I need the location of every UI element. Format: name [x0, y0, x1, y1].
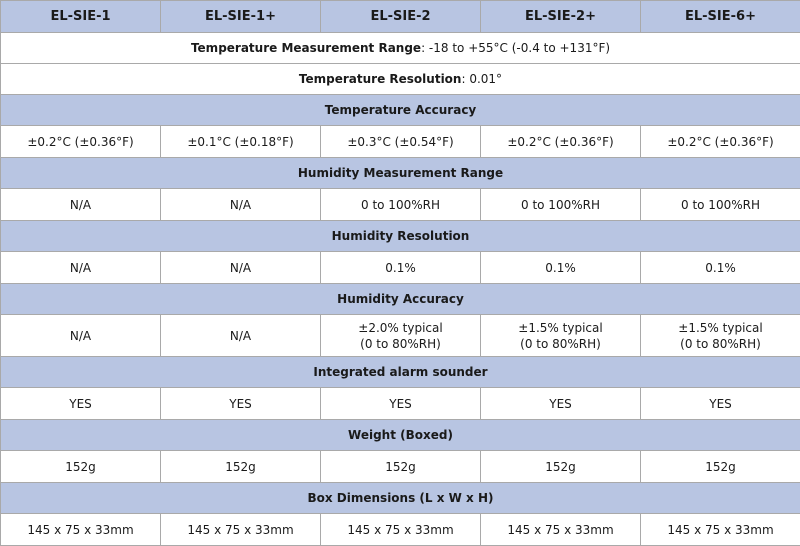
alarm-values — [1, 388, 800, 420]
value-cell: ±0.2°C (±0.36°F) — [641, 126, 800, 158]
value-cell: 0 to 100%RH — [641, 189, 800, 221]
section-title: Weight (Boxed) — [1, 420, 800, 451]
header-row — [1, 1, 800, 33]
value-cell: N/A — [1, 189, 161, 221]
value-cell: N/A — [161, 252, 321, 284]
temp-resolution-row — [1, 64, 800, 95]
value-cell — [481, 315, 641, 357]
value-line-1: N/A — [70, 329, 91, 343]
value-line-1: N/A — [230, 329, 251, 343]
value-cell: ±0.2°C (±0.36°F) — [481, 126, 641, 158]
value-cell: 152g — [321, 451, 481, 483]
temp-range-row — [1, 33, 800, 64]
header-el-sie-6-plus: EL-SIE-6+ — [641, 1, 800, 33]
section-humidity-accuracy — [1, 284, 800, 315]
value-cell: 145 x 75 x 33mm — [481, 514, 641, 546]
section-alarm — [1, 357, 800, 388]
value-cell: YES — [1, 388, 161, 420]
section-title: Temperature Accuracy — [1, 95, 800, 126]
value-cell: 145 x 75 x 33mm — [161, 514, 321, 546]
value-line-1: ±2.0% typical — [358, 321, 442, 335]
value-cell: 152g — [641, 451, 800, 483]
value-line-2: (0 to 80%RH) — [520, 337, 601, 351]
value-cell — [641, 315, 800, 357]
value-cell — [161, 315, 321, 357]
header-el-sie-1: EL-SIE-1 — [1, 1, 161, 33]
humidity-range-values — [1, 189, 800, 221]
value-line-2: (0 to 80%RH) — [360, 337, 441, 351]
value-cell: 0.1% — [641, 252, 800, 284]
header-el-sie-1-plus: EL-SIE-1+ — [161, 1, 321, 33]
value-line-1: ±1.5% typical — [518, 321, 602, 335]
value-cell: 0.1% — [481, 252, 641, 284]
section-weight — [1, 420, 800, 451]
value-cell: 152g — [1, 451, 161, 483]
temp-range-value: : -18 to +55°C (-0.4 to +131°F) — [421, 41, 610, 55]
humidity-resolution-values — [1, 252, 800, 284]
value-cell: YES — [481, 388, 641, 420]
value-line-2: (0 to 80%RH) — [680, 337, 761, 351]
value-line-1: ±1.5% typical — [678, 321, 762, 335]
value-cell: 145 x 75 x 33mm — [321, 514, 481, 546]
section-title: Humidity Resolution — [1, 221, 800, 252]
section-dimensions — [1, 483, 800, 514]
section-humidity-range — [1, 158, 800, 189]
value-cell: N/A — [161, 189, 321, 221]
header-el-sie-2: EL-SIE-2 — [321, 1, 481, 33]
temp-range-label: Temperature Measurement Range — [191, 41, 421, 55]
value-cell — [1, 315, 161, 357]
temp-accuracy-values — [1, 126, 800, 158]
value-cell: 152g — [481, 451, 641, 483]
section-title: Humidity Accuracy — [1, 284, 800, 315]
section-title: Box Dimensions (L x W x H) — [1, 483, 800, 514]
value-cell: ±0.3°C (±0.54°F) — [321, 126, 481, 158]
weight-values — [1, 451, 800, 483]
value-cell: 0.1% — [321, 252, 481, 284]
value-cell: 0 to 100%RH — [481, 189, 641, 221]
section-title: Humidity Measurement Range — [1, 158, 800, 189]
section-title: Integrated alarm sounder — [1, 357, 800, 388]
value-cell: 152g — [161, 451, 321, 483]
section-humidity-resolution — [1, 221, 800, 252]
humidity-accuracy-values — [1, 315, 800, 357]
value-cell: YES — [641, 388, 800, 420]
temp-range-cell — [1, 33, 800, 64]
temp-resolution-value: : 0.01° — [461, 72, 502, 86]
value-cell — [321, 315, 481, 357]
value-cell: N/A — [1, 252, 161, 284]
value-cell: YES — [321, 388, 481, 420]
value-cell: 0 to 100%RH — [321, 189, 481, 221]
temp-resolution-label: Temperature Resolution — [299, 72, 462, 86]
temp-resolution-cell — [1, 64, 800, 95]
value-cell: ±0.2°C (±0.36°F) — [1, 126, 161, 158]
header-el-sie-2-plus: EL-SIE-2+ — [481, 1, 641, 33]
value-cell: 145 x 75 x 33mm — [641, 514, 800, 546]
value-cell: 145 x 75 x 33mm — [1, 514, 161, 546]
value-cell: YES — [161, 388, 321, 420]
section-temp-accuracy — [1, 95, 800, 126]
value-cell: ±0.1°C (±0.18°F) — [161, 126, 321, 158]
